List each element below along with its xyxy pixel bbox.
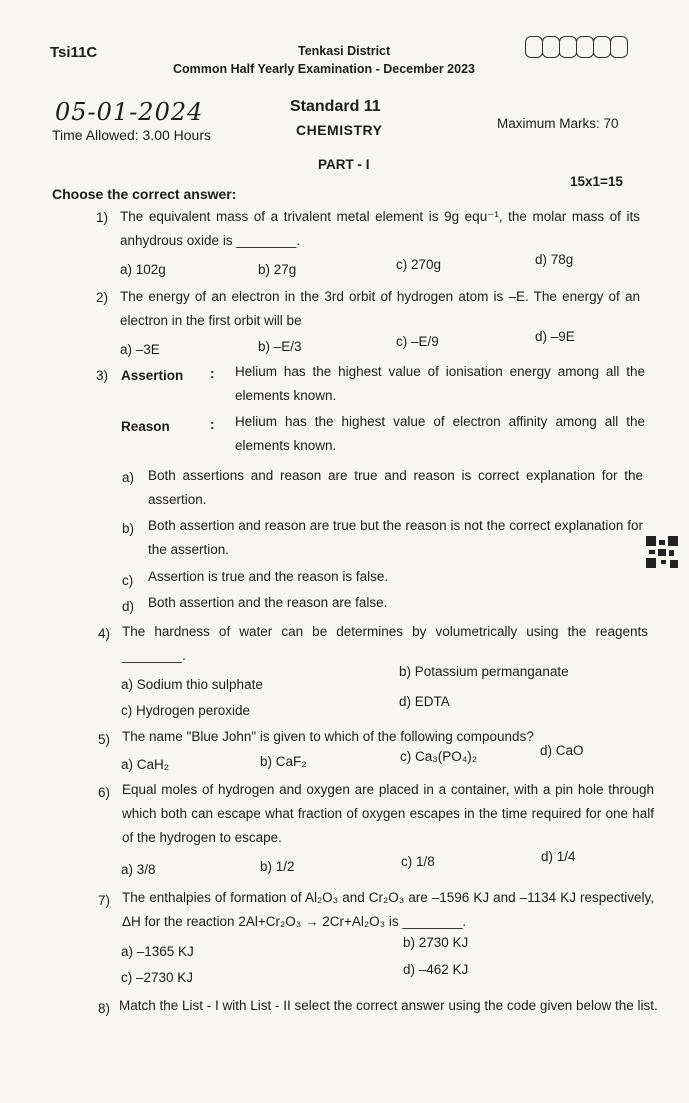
handwritten-date: 05-01-2024 — [55, 98, 204, 126]
instruction: Choose the correct answer: — [52, 186, 237, 202]
reason-colon: : — [210, 417, 215, 432]
option-a[interactable]: a) 102g — [120, 262, 166, 277]
option-a[interactable]: a) 3/8 — [121, 862, 156, 877]
assertion-colon: : — [210, 366, 215, 381]
option-d[interactable]: d) CaO — [540, 743, 584, 758]
question-text: The energy of an electron in the 3rd orbit of hydrogen atom is –E. The energy of an electron in the first orbit will be — [120, 289, 640, 328]
option-b[interactable]: b) CaF₂ — [260, 754, 307, 769]
subject-title: CHEMISTRY — [296, 122, 383, 138]
question-number: 1) — [95, 210, 108, 225]
option-b-text[interactable]: Both assertion and reason are true but the reason is not the correct explanation for the assertion. — [148, 518, 643, 557]
option-c[interactable]: c) 1/8 — [401, 854, 435, 869]
register-box — [559, 36, 577, 58]
question-number: 4) — [97, 626, 110, 641]
question-number: 5) — [97, 732, 110, 747]
option-b[interactable]: b) 2730 KJ — [403, 935, 469, 950]
paper-code: Tsi11C — [50, 44, 98, 61]
option-b[interactable]: b) –E/3 — [258, 339, 302, 354]
option-a-letter[interactable]: a) — [122, 470, 135, 485]
option-d-text[interactable]: Both assertion and the reason are false. — [148, 595, 388, 610]
option-c[interactable]: c) Hydrogen peroxide — [121, 703, 251, 718]
option-a[interactable]: a) CaH₂ — [121, 757, 170, 772]
question-text: Match the List - I with List - II select the correct answer using the code given below the list. — [119, 998, 658, 1013]
register-box — [525, 36, 543, 58]
standard-label: Standard 11 — [290, 98, 381, 115]
max-marks: Maximum Marks: 70 — [497, 116, 619, 131]
option-c[interactable]: c) –2730 KJ — [121, 970, 194, 985]
assertion-text: Helium has the highest value of ionisation energy among all the elements known. — [235, 364, 645, 403]
part-title: PART - I — [318, 157, 370, 172]
qr-code — [646, 536, 678, 568]
exam-name: Common Half Yearly Examination - December 2023 — [173, 62, 475, 76]
option-b[interactable]: b) Potassium permanganate — [399, 664, 569, 679]
question-text: Equal moles of hydrogen and oxygen are placed in a container, with a pin hole through which both can escape what fraction of oxygen escapes in the time required for one half of the hydrogen to escape. — [122, 782, 654, 845]
register-box — [593, 36, 611, 58]
option-d-letter[interactable]: d) — [122, 599, 135, 614]
question-text: The hardness of water can be determines by volumetrically using the reagents ________. — [122, 624, 648, 663]
reason-text: Helium has the highest value of electron affinity among all the elements known. — [235, 414, 645, 453]
option-d[interactable]: d) –9E — [535, 329, 575, 344]
option-a[interactable]: a) –3E — [120, 342, 160, 357]
register-number-boxes — [525, 36, 627, 58]
option-d[interactable]: d) 1/4 — [541, 849, 576, 864]
marks-formula: 15x1=15 — [570, 174, 623, 189]
option-d[interactable]: d) –462 KJ — [403, 962, 469, 977]
register-box — [542, 36, 560, 58]
question-text: The enthalpies of formation of Al₂O₃ and Cr₂O₃ are –1596 KJ and –1134 KJ respectively, ΔH for the reaction 2Al+Cr₂O₃ → 2Cr+Al₂O₃ is ________. — [122, 890, 654, 929]
option-c[interactable]: c) 270g — [396, 257, 442, 272]
option-d[interactable]: d) 78g — [535, 252, 574, 267]
district-name: Tenkasi District — [298, 44, 391, 58]
option-c-text[interactable]: Assertion is true and the reason is false. — [148, 569, 389, 584]
reason-label: Reason — [121, 419, 170, 434]
question-number: 6) — [97, 785, 110, 800]
time-allowed: Time Allowed: 3.00 Hours — [52, 127, 211, 143]
question-number: 7) — [97, 893, 110, 908]
option-a-text[interactable]: Both assertions and reason are true and reason is correct explanation for the assertion. — [148, 468, 643, 507]
option-c-letter[interactable]: c) — [122, 573, 134, 588]
option-d[interactable]: d) EDTA — [399, 694, 450, 709]
question-number: 3) — [95, 368, 108, 383]
option-a[interactable]: a) –1365 KJ — [121, 944, 194, 959]
option-a[interactable]: a) Sodium thio sulphate — [121, 677, 263, 692]
question-text: The name "Blue John" is given to which of the following compounds? — [122, 729, 534, 744]
option-b[interactable]: b) 1/2 — [260, 859, 295, 874]
question-number: 2) — [95, 290, 108, 305]
assertion-label: Assertion — [121, 368, 184, 383]
register-box — [576, 36, 594, 58]
option-b[interactable]: b) 27g — [258, 262, 297, 277]
option-c[interactable]: c) Ca₃(PO₄)₂ — [400, 749, 477, 764]
register-box — [610, 36, 628, 58]
question-text: The equivalent mass of a trivalent metal element is 9g equ⁻¹, the molar mass of its anhydrous oxide is ________. — [120, 209, 640, 248]
option-c[interactable]: c) –E/9 — [396, 334, 439, 349]
option-b-letter[interactable]: b) — [122, 521, 135, 536]
question-number: 8) — [97, 1001, 110, 1016]
